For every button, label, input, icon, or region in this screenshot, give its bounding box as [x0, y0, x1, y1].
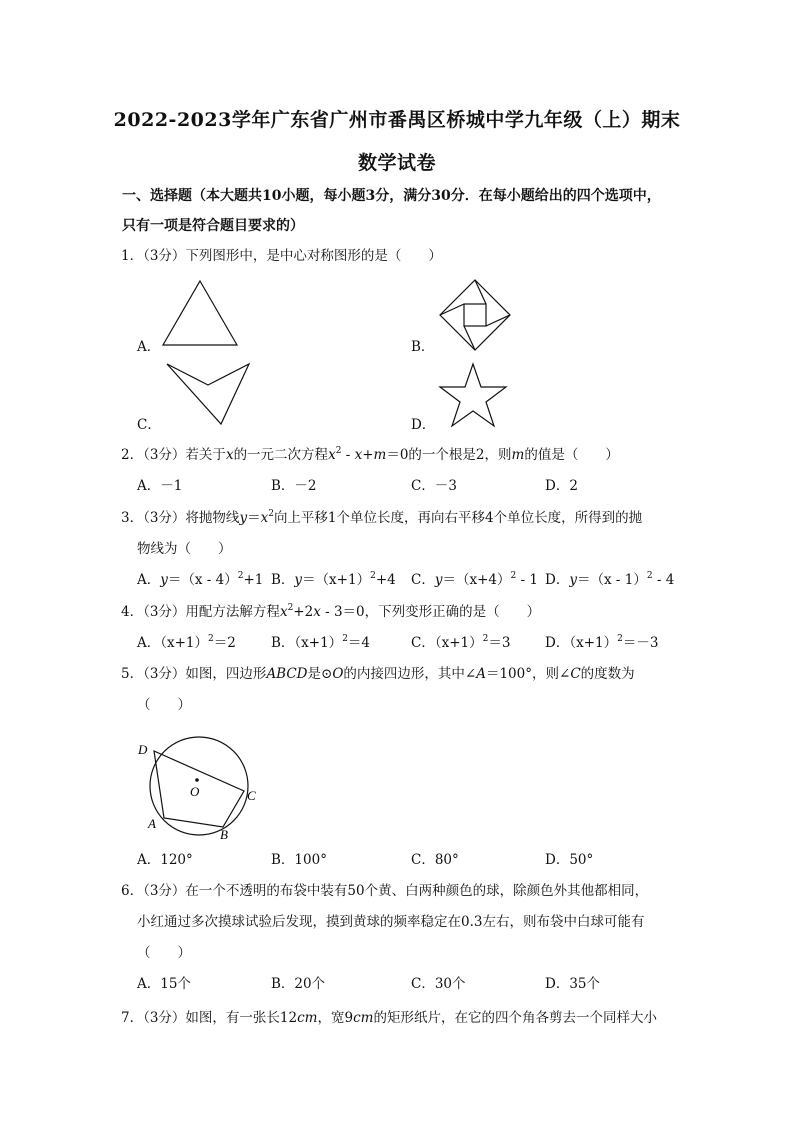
inscribed-quadrilateral-diagram — [134, 736, 264, 842]
question-2-text: 2．（3分）若关于x的一元二次方程$x^2 - x+m=0$的一个根是2，则m的值是（ ） — [121, 446, 619, 463]
q6-option-a: A．15个 — [137, 976, 191, 992]
point-label-d: D — [138, 742, 148, 757]
pinwheel-square-icon — [438, 278, 512, 352]
point-label-c: C — [247, 788, 256, 803]
point-label-a: A — [148, 816, 156, 831]
triangle-icon — [160, 278, 240, 348]
q2-option-a: A．－1 — [137, 478, 183, 494]
section-heading-line1: 一、选择题（本大题共10小题，每小题3分，满分30分．在每小题给出的四个选项中， — [122, 188, 661, 204]
star-icon — [438, 362, 508, 428]
question-4-text: 4．（3分）用配方法解方程$x^2+2x - 3=0$，下列变形正确的是（ ） — [121, 603, 541, 620]
exam-title-line2: 数学试卷 — [357, 152, 436, 174]
question-5-text: 5．（3分）如图，四边形ABCD是⊙O的内接四边形，其中∠A＝100°，则∠C的度数为 — [121, 666, 635, 682]
q6-option-b: B．20个 — [271, 976, 326, 992]
question-6-line1: 6．（3分）在一个不透明的布袋中装有50个黄、白两种颜色的球，除颜色外其他都相同， — [121, 883, 649, 899]
q1-option-c-label: C． — [137, 417, 161, 433]
q3-option-c: C．$y=(x+4)^2 - 1$ — [411, 571, 538, 588]
q5-option-c: C．80° — [411, 852, 459, 868]
question-7-text: 7．（3分）如图，有一张长12cm，宽9cm的矩形纸片，在它的四个角各剪去一个同样大小 — [121, 1010, 657, 1026]
point-label-b: B — [220, 827, 228, 842]
point-label-o: O — [190, 784, 200, 799]
section-heading-line2: 只有一项是符合题目要求的） — [122, 218, 304, 234]
q3-option-d: D．y＝（x - 1）$^2$ - 4 — [545, 571, 675, 588]
q1-option-a-label: A． — [137, 339, 161, 355]
q5-option-b: B．100° — [271, 852, 327, 868]
question-5-line2: （ ） — [137, 697, 191, 713]
q2-option-c: C．－3 — [411, 478, 457, 494]
q4-option-a: A．$(x+1)^2=2$ — [137, 634, 236, 651]
q5-option-a: A．120° — [137, 852, 193, 868]
q2-option-d: D．2 — [545, 478, 578, 494]
question-3-line2: 物线为（ ） — [137, 541, 232, 557]
question-3-text: 3．（3分）将抛物线$y=x^2$向上平移1个单位长度，再向右平移4个单位长度，所得到的抛 — [121, 509, 643, 526]
q2-option-b: B．－2 — [271, 478, 317, 494]
question-1-text: 1．（3分）下列图形中，是中心对称图形的是（ ） — [121, 248, 442, 264]
q1-option-b-label: B． — [411, 339, 435, 355]
q5-option-d: D．50° — [545, 852, 594, 868]
question-6-line3: （ ） — [137, 945, 191, 961]
q6-option-c: C．30个 — [411, 976, 466, 992]
q4-option-b: B．$(x+1)^2=4$ — [271, 634, 371, 651]
q6-option-d: D．35个 — [545, 976, 601, 992]
chevron-icon — [164, 361, 252, 427]
q3-option-b: B．$y=(x+1)^2+4$ — [271, 571, 396, 588]
q4-option-c: C．$(x+1)^2=3$ — [411, 634, 511, 651]
exam-title-line1: 2022-2023学年广东省广州市番禺区桥城中学九年级（上）期末 — [113, 109, 681, 131]
q3-option-a: A．y＝（x - 4）$^2$+1 — [137, 571, 264, 588]
q4-option-d: D．$(x+1)^2=-3$ — [545, 634, 659, 651]
q1-option-d-label: D． — [411, 417, 436, 433]
question-6-line2: 小红通过多次摸球试验后发现，摸到黄球的频率稳定在0.3左右，则布袋中白球可能有 — [137, 914, 645, 930]
